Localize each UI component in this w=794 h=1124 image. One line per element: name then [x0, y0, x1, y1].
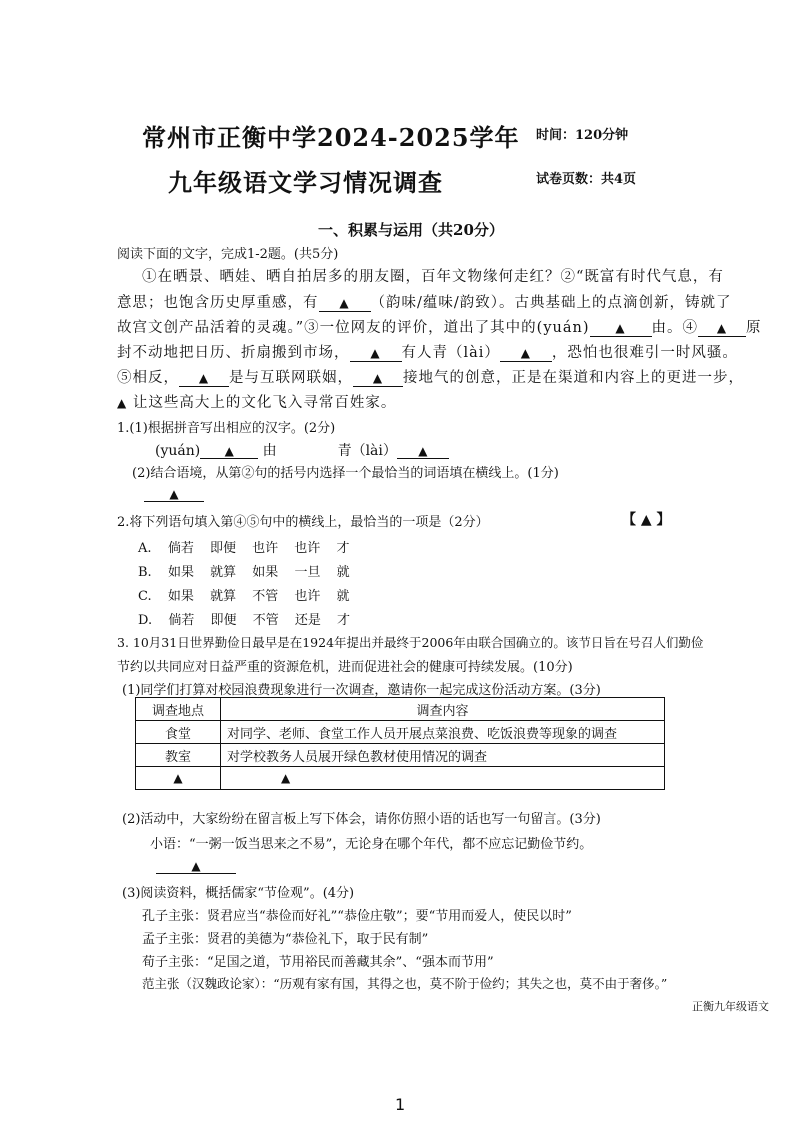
q2-answer-bracket[interactable]: 【 ▲ 】	[622, 512, 671, 528]
exam-title-line2: 九年级语文学习情况调查	[168, 168, 443, 197]
option-word: 一旦	[294, 565, 321, 580]
option-label: B.	[138, 565, 152, 580]
table-row	[136, 767, 665, 790]
q3-sub2: (2)活动中，大家纷纷在留言板上写下体会，请你仿照小语的话也写一句留言。(3分)	[122, 812, 601, 827]
option-word: 倘若	[168, 613, 195, 628]
answer-blank[interactable]: ▲	[156, 859, 236, 874]
passage-line-5	[117, 366, 744, 387]
material-item: 孟子主张：贤君的美德为“恭俭礼下，取于民有制”	[142, 932, 429, 947]
exam-title-line1: 常州市正衡中学2024-2025学年	[142, 123, 520, 152]
q2-option[interactable]	[138, 537, 349, 556]
answer-cell[interactable]: ▲	[221, 767, 665, 790]
answer-cell[interactable]: ▲	[136, 767, 221, 790]
answer-blank[interactable]: ▲	[353, 371, 403, 387]
option-word: 即便	[209, 541, 236, 556]
answer-blank[interactable]: ▲	[319, 296, 371, 312]
q3-sub1: (1)同学们打算对校园浪费现象进行一次调查，邀请你一起完成这份活动方案。(3分)	[122, 683, 601, 698]
table-cell: 对学校教务人员展开绿色教材使用情况的调查	[221, 744, 665, 767]
q1-sub2: (2)结合语境，从第②句的括号内选择一个最恰当的词语填在横线上。(1分)	[132, 466, 559, 481]
table-header: 调查内容	[221, 698, 665, 721]
table-header-row	[136, 698, 665, 721]
passage-text: ⑤相反，	[117, 370, 179, 386]
q3-sub3: (3)阅读资料，概括儒家“节俭观”。(4分)	[122, 886, 355, 901]
option-word: 如果	[167, 565, 194, 580]
option-word: 也许	[252, 541, 279, 556]
answer-blank[interactable]: ▲	[590, 321, 652, 337]
q3-stem-line2: 节约以共同应对日益严重的资源危机，进而促进社会的健康可持续发展。(10分)	[117, 660, 573, 675]
table-cell: 对同学、老师、食堂工作人员开展点菜浪费、吃饭浪费等现象的调查	[221, 721, 665, 744]
option-word: 还是	[294, 613, 321, 628]
q2-option[interactable]	[138, 609, 350, 628]
option-word: 就	[336, 589, 350, 604]
footer-tag: 正衡九年级语文	[692, 1000, 769, 1013]
passage-text: 让这些高大上的文化飞入寻常百姓家。	[132, 395, 397, 411]
option-word: 才	[336, 541, 350, 556]
option-word: 如果	[252, 565, 279, 580]
q1-sub2-answer	[144, 486, 204, 502]
passage-text: 封不动地把日历、折扇搬到市场，	[117, 345, 350, 361]
table-row	[136, 721, 665, 744]
material-item: 范主张（汉魏政论家）：“历观有家有国，其得之也，莫不阶于俭约；其失之也，莫不由于奢侈。”	[142, 976, 668, 991]
q2-option[interactable]	[138, 561, 350, 580]
q2-option[interactable]	[138, 585, 350, 604]
q1-pinyin-row	[155, 440, 449, 460]
option-label: D.	[138, 613, 153, 628]
answer-blank[interactable]: ▲	[179, 371, 229, 387]
answer-blank[interactable]: ▲	[117, 396, 128, 410]
exam-pages: 试卷页数：共4页	[536, 172, 637, 187]
table-cell: 教室	[136, 744, 221, 767]
answer-blank[interactable]: ▲	[698, 321, 746, 337]
option-word: 倘若	[167, 541, 194, 556]
pinyin-yuan-char: 由	[262, 443, 277, 459]
q3-sub2-answer	[156, 858, 236, 874]
passage-text: （韵味/蕴味/韵致）。古典基础上的点滴创新，铸就了	[370, 295, 732, 311]
passage-text: 故宫文创产品活着的灵魂。”③一位网友的评价，道出了其中的(yuán)	[117, 320, 590, 336]
passage-text: 是与互联网联姻，	[229, 370, 353, 386]
option-word: 如果	[167, 589, 194, 604]
xiaoyu-quote: 小语：“一粥一饭当思来之不易”，无论身在哪个年代，都不应忘记勤俭节约。	[150, 837, 593, 852]
option-word: 就算	[210, 589, 237, 604]
answer-blank[interactable]: ▲	[144, 487, 204, 502]
option-word: 也许	[294, 541, 321, 556]
passage-line-6	[117, 391, 396, 412]
option-word: 即便	[210, 613, 237, 628]
passage-text: 意思；也饱含历史厚重感，有	[117, 295, 319, 311]
answer-blank[interactable]: ▲	[200, 444, 258, 459]
page-number: 1	[395, 1095, 406, 1114]
table-cell: 食堂	[136, 721, 221, 744]
option-word: 就算	[210, 565, 237, 580]
answer-blank[interactable]: ▲	[350, 346, 402, 362]
option-word: 不管	[252, 589, 279, 604]
survey-plan-table	[135, 697, 665, 790]
option-word: 就	[336, 565, 350, 580]
passage-line-4	[117, 341, 738, 362]
pinyin-lai: 青（lài）	[337, 443, 397, 459]
table-row	[136, 744, 665, 767]
passage-text: 有人青（lài）	[401, 345, 500, 361]
material-item: 荀子主张：“足国之道，节用裕民而善藏其余”、“强本而节用”	[142, 955, 494, 970]
option-word: 不管	[252, 613, 279, 628]
option-word: 也许	[294, 589, 321, 604]
passage-text: ，恐怕也很难引一时风骚。	[551, 345, 738, 361]
option-word: 才	[337, 613, 351, 628]
option-label: C.	[138, 589, 152, 604]
answer-blank[interactable]: ▲	[500, 346, 552, 362]
answer-blank[interactable]: ▲	[397, 444, 449, 459]
passage-text: 由。④	[651, 320, 698, 336]
passage-line-2	[117, 291, 732, 312]
material-item: 孔子主张：贤君应当“恭俭而好礼”“恭俭庄敬”；要“节用而爱人，使民以时”	[142, 909, 572, 924]
section-intro: 阅读下面的文字，完成1-2题。(共5分)	[117, 247, 339, 262]
passage-text: 原	[746, 320, 762, 336]
q1-stem: 1.(1)根据拼音写出相应的汉字。(2分)	[117, 421, 336, 436]
exam-time: 时间：120分钟	[536, 128, 629, 143]
table-header: 调查地点	[136, 698, 221, 721]
option-label: A.	[138, 541, 152, 556]
passage-text: 接地气的创意，正是在渠道和内容上的更进一步，	[403, 370, 744, 386]
passage-line-3	[117, 316, 762, 337]
pinyin-yuan: (yuán)	[155, 443, 201, 459]
q3-stem-line1: 3. 10月31日世界勤俭日最早是在1924年提出并最终于2006年由联合国确立的。该节日旨在号召人们勤俭	[117, 635, 704, 650]
passage-line-1: ①在晒景、晒娃、晒自拍居多的朋友圈，百年文物缘何走红？②“既富有时代气息，有	[142, 269, 724, 285]
q2-stem: 2.将下列语句填入第④⑤句中的横线上，最恰当的一项是（2分）	[117, 515, 489, 530]
section-heading: 一、积累与运用（共20分）	[318, 221, 504, 239]
